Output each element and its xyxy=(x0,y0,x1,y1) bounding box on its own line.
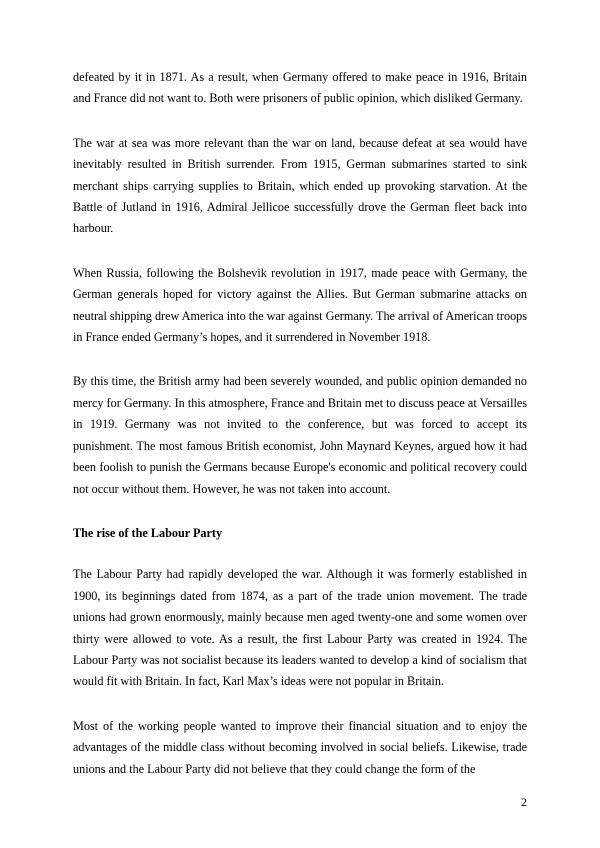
paragraph-war-at-sea: The war at sea was more relevant than the war on land, because defeat at sea would have inevitably resulted in British surrender. From 1915, German submarines started to sink merchant ships carrying supplies to Britain, which ended up provoking starvation. At the Battle of Jutland in 1916, Admiral Jellicoe successfully drove the German fleet back into harbour. xyxy=(73,135,527,236)
page-body xyxy=(73,67,527,803)
page-number: 2 xyxy=(521,795,527,809)
paragraph-war-peace-1916: defeated by it in 1871. As a result, when Germany offered to make peace in 1916, Britain and France did not want to. Both were prisoners of public opinion, which disliked Germany. xyxy=(73,70,527,106)
section-heading: The rise of the Labour Party xyxy=(73,525,223,540)
paragraph-working-people: Most of the working people wanted to improve their financial situation and to enjoy the advantages of the middle class without becoming involved in social beliefs. Likewise, trade unions and the Labour Party did not believe that they could change the form of the xyxy=(73,718,527,776)
paragraph-labour-origins: The Labour Party had rapidly developed the war. Although it was formerly established in 1900, its beginnings dated from 1874, as a part of the trade union movement. The trade unions had grown enormously, mainly because men aged twenty-one and some women over thirty were allowed to vote. As a result, the first Labour Party was created in 1924. The Labour Party was not socialist because its leaders wanted to develop a kind of socialism that would fit with Britain. In fact, Karl Max’s ideas were not popular in Britain. xyxy=(73,567,527,689)
paragraph-russia-america: When Russia, following the Bolshevik revolution in 1917, made peace with Germany, the German generals hoped for victory against the Allies. But German submarine attacks on neutral shipping drew America into the war against Germany. The arrival of American troops in France ended Germany’s hopes, and it surrendered in November 1918. xyxy=(73,265,527,345)
paragraph-versailles: By this time, the British army had been severely wounded, and public opinion demanded no mercy for Germany. In this atmosphere, France and Britain met to discuss peace at Versailles in 1919. Germany was not invited to the conference, but was forced to accept its punishment. The most famous British economist, John Maynard Keynes, argued how it had been foolish to punish the Germans because Europe's economic and political recovery could not occur without them. However, he was not taken into account. xyxy=(73,374,527,496)
